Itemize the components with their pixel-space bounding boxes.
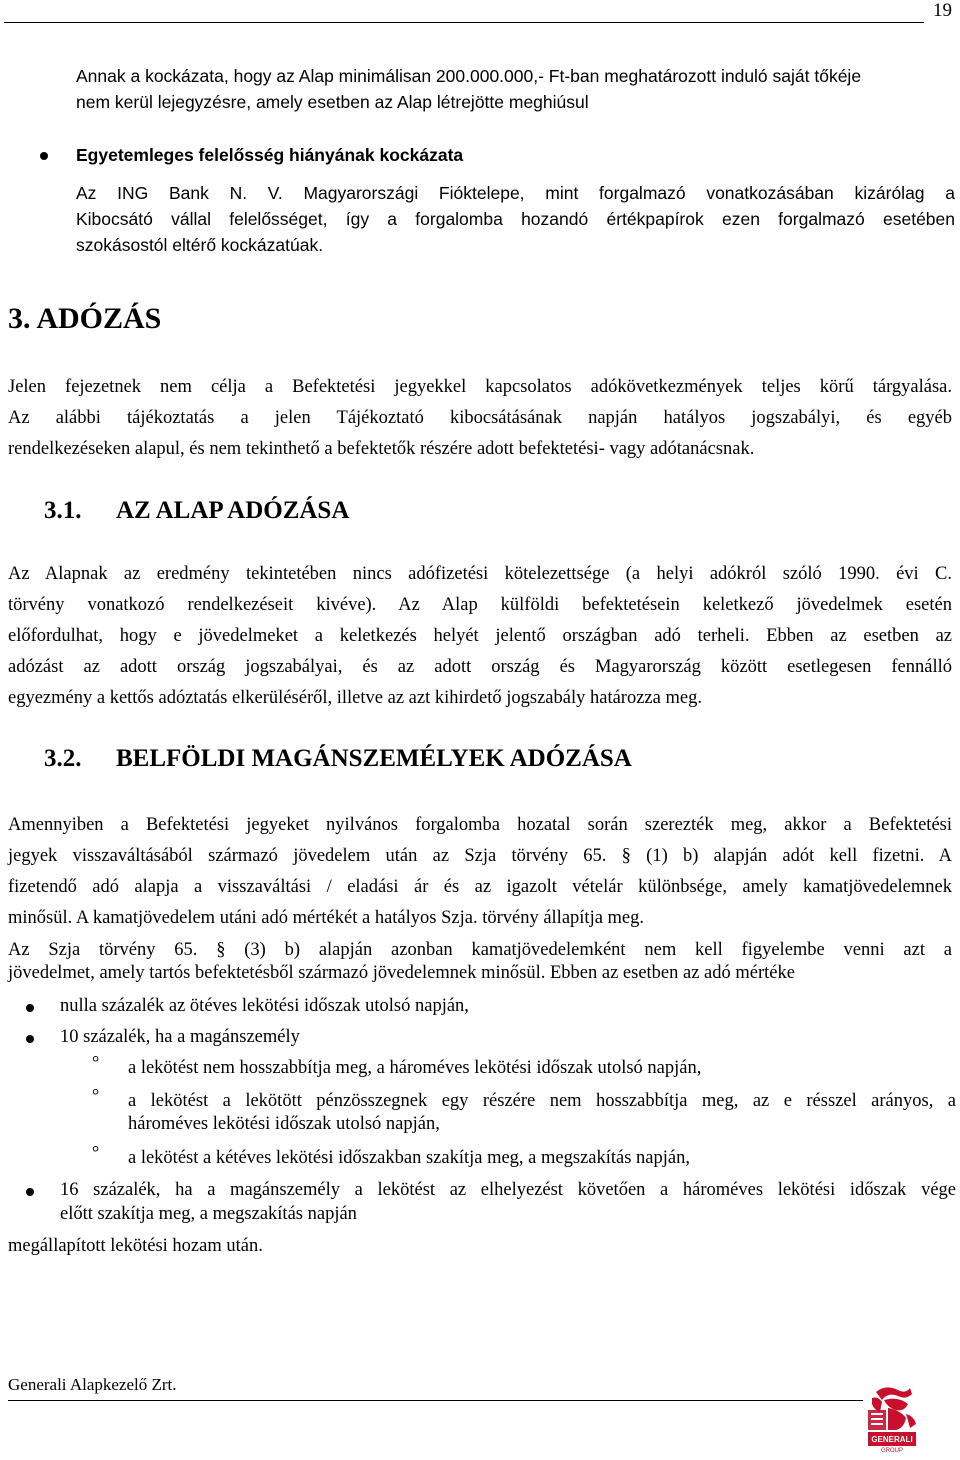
bullet-dot xyxy=(40,152,48,160)
footer-company: Generali Alapkezelő Zrt. xyxy=(8,1375,177,1394)
section-3-1-title: AZ ALAP ADÓZÁSA xyxy=(116,497,350,524)
section-3-2-para1-line: jegyek visszaváltásából származó jövedelem után az Szja törvény 65. § (1) b) alapján adót kell fizetni. A xyxy=(8,846,952,866)
sub-bullet-item: a lekötést nem hosszabbítja meg, a hároméves lekötési időszak utolsó napján, xyxy=(128,1058,702,1078)
sub-bullet-item: a lekötést a kétéves lekötési időszakban szakítja meg, a megszakítás napján, xyxy=(128,1148,690,1168)
section-3-2-title: BELFÖLDI MAGÁNSZEMÉLYEK ADÓZÁSA xyxy=(116,745,632,772)
bullet-dot xyxy=(26,1188,34,1196)
liability-line: Kibocsátó vállal felelősséget, így a forgalomba hozandó értékpapírok ezen forgalmazó esetében xyxy=(76,209,955,229)
sub-bullet-circle-icon: ° xyxy=(92,1052,100,1072)
rate-bullet-ten: 10 százalék, ha a magánszemély xyxy=(60,1027,300,1047)
sub-bullet-item-cont: hároméves lekötési időszak utolsó napján, xyxy=(128,1114,440,1134)
page-number: 19 xyxy=(933,0,952,21)
section-3-line: rendelkezéseken alapul, és nem tekinthető a befektetők részére adott befektetési- vagy adótanácsnak. xyxy=(8,439,755,459)
section-3-line: Jelen fejezetnek nem célja a Befektetési jegyekkel kapcsolatos adókövetkezmények teljes körű tárgyalása. xyxy=(8,377,952,397)
section-3-1-line: törvény vonatkozó rendelkezéseit kivéve). Az Alap külföldi befektetésein keletkező jövedelmek esetén xyxy=(8,595,952,615)
generali-lion-icon xyxy=(862,1384,928,1454)
logo-subtext: GROUP xyxy=(880,1448,904,1454)
liability-line: Az ING Bank N. V. Magyarországi Fióktelepe, mint forgalmazó vonatkozásában kizárólag a xyxy=(76,183,955,203)
section-3-1-line: adózást az adott ország jogszabályai, és az adott ország és Magyarország között esetlegesen fennálló xyxy=(8,657,952,677)
sub-bullet-circle-icon: ° xyxy=(92,1085,100,1105)
section-3-2-number: 3.2. xyxy=(44,745,82,772)
closing-line: megállapított lekötési hozam után. xyxy=(8,1236,263,1256)
bullet-dot xyxy=(26,1004,34,1012)
section-3-heading: 3. ADÓZÁS xyxy=(8,302,162,335)
section-3-1-number: 3.1. xyxy=(44,497,82,524)
rate-bullet-zero: nulla százalék az ötéves lekötési időszak utolsó napján, xyxy=(60,996,469,1016)
sub-bullet-circle-icon: ° xyxy=(92,1142,100,1162)
risk-intro-line: nem kerül lejegyzésre, amely esetben az Alap létrejötte meghiúsul xyxy=(76,92,589,112)
footer-rule xyxy=(8,1400,863,1401)
liability-line: szokásostól eltérő kockázatúak. xyxy=(76,235,324,255)
generali-logo xyxy=(862,1384,928,1454)
section-3-2-para2-line: Az Szja törvény 65. § (3) b) alapján azonban kamatjövedelemként nem kell figyelembe venni azt a xyxy=(8,940,952,960)
section-3-line: Az alábbi tájékoztatás a jelen Tájékoztató kibocsátásának napján hatályos jogszabályi, és egyéb xyxy=(8,408,952,428)
rate-bullet-sixteen-cont: előtt szakítja meg, a megszakítás napján xyxy=(60,1204,357,1224)
section-3-1-line: Az Alapnak az eredmény tekintetében nincs adófizetési kötelezettsége (a helyi adókról szóló 1990. évi C. xyxy=(8,564,952,584)
section-3-2-para1-line: Amennyiben a Befektetési jegyeket nyilvános forgalomba hozatal során szerezték meg, akkor a Befektetési xyxy=(8,815,952,835)
section-3-1-line: előfordulhat, hogy e jövedelmeket a keletkezés helyét jelentő országban adó terheli. Ebben az esetben az xyxy=(8,626,952,646)
rate-bullet-sixteen: 16 százalék, ha a magánszemély a lekötést az elhelyezést követően a hároméves lekötési időszak vége xyxy=(60,1180,956,1200)
section-3-2-para1-line: minősül. A kamatjövedelem utáni adó mértékét a hatályos Szja. törvény állapítja meg. xyxy=(8,908,645,928)
sub-bullet-item: a lekötést a lekötött pénzösszegnek egy részére nem hosszabbítja meg, az e résszel arányos, a xyxy=(128,1091,956,1111)
bullet-dot xyxy=(26,1035,34,1043)
section-3-1-line: egyezmény a kettős adóztatás elkerüléséről, illetve az azt kihirdető jogszabály határozza meg. xyxy=(8,688,702,708)
section-3-2-para2-line: jövedelmet, amely tartós befektetésből származó jövedelemnek minősül. Ebben az esetben az adó mértéke xyxy=(8,963,795,983)
liability-risk-title: Egyetemleges felelősség hiányának kockázata xyxy=(76,145,464,165)
header-rule xyxy=(4,22,924,23)
logo-text: GENERALI xyxy=(871,1435,913,1444)
section-3-2-para1-line: fizetendő adó alapja a visszaváltási / eladási ár és az igazolt vételár különbsége, amely kamatjövedelemnek xyxy=(8,877,952,897)
risk-intro-line: Annak a kockázata, hogy az Alap minimálisan 200.000.000,- Ft-ban meghatározott induló saját tőkéje xyxy=(76,66,862,86)
